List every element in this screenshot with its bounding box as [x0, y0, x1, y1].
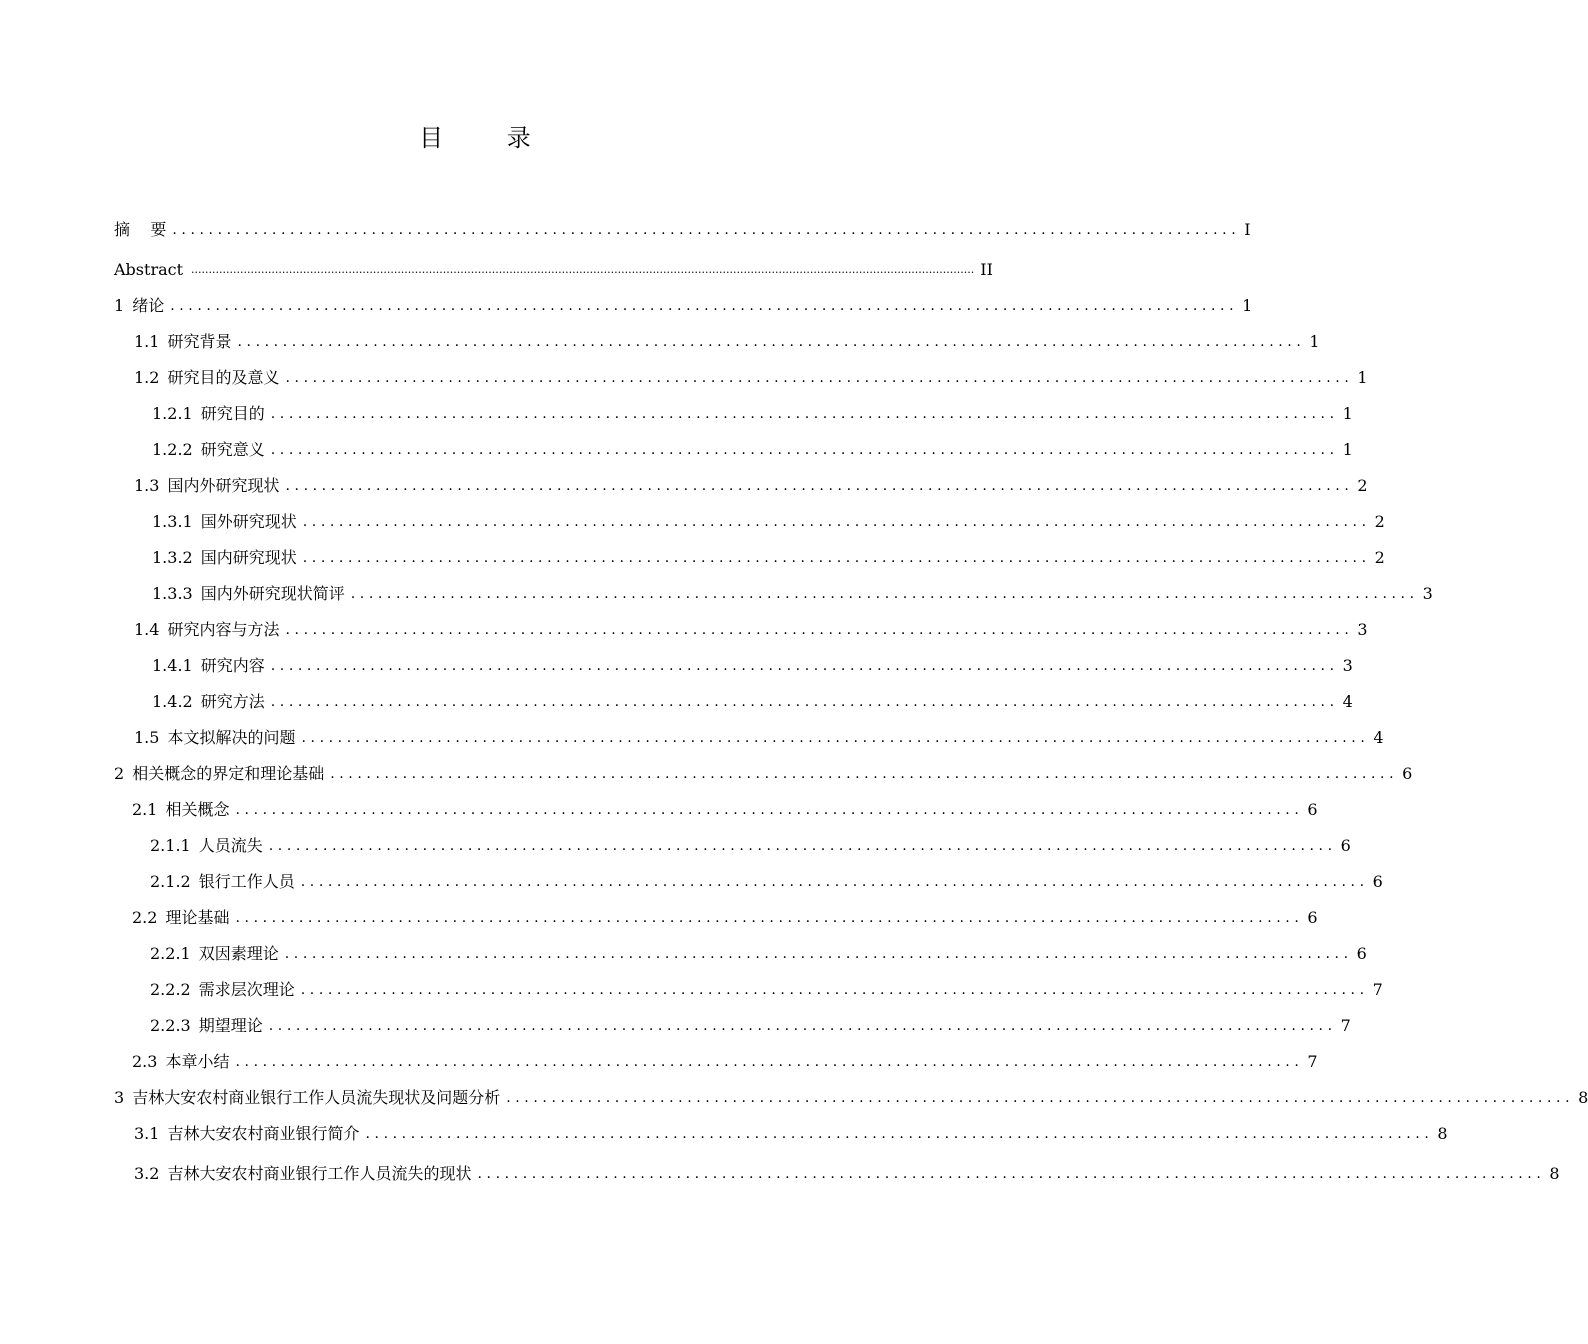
toc-entry-label: 吉林大安农村商业银行简介 — [167, 1124, 360, 1143]
toc-entry-label: 双因素理论 — [198, 944, 279, 963]
toc-entry[interactable] — [114, 716, 1384, 752]
toc-leader: ...................................................................................................................... — [300, 982, 1369, 998]
toc-entry-page: 2 — [1357, 476, 1368, 495]
toc-entry[interactable] — [114, 464, 1368, 500]
toc-entry-number: 1.1 — [134, 332, 160, 351]
toc-entry[interactable] — [114, 320, 1320, 356]
toc-entry-number: 2.2.2 — [150, 980, 191, 999]
toc-entry-number: 1.3.3 — [152, 584, 193, 603]
table-of-contents — [114, 208, 1588, 1188]
toc-entry-abstract-cn[interactable] — [114, 208, 1251, 244]
toc-entry-abstract-en[interactable] — [114, 244, 993, 284]
toc-entry-page: 4 — [1373, 728, 1384, 747]
toc-entry-page: 6 — [1307, 800, 1318, 819]
toc-entry-page: 8 — [1437, 1124, 1448, 1143]
toc-entry-label: 国内研究现状 — [200, 548, 297, 567]
toc-entry-number: 3.1 — [134, 1124, 160, 1143]
toc-leader: ...................................................................................................................... — [285, 370, 1354, 386]
toc-leader: ...................................................................................................................... — [270, 694, 1339, 710]
toc-entry[interactable] — [114, 608, 1368, 644]
toc-leader: ...................................................................................................................... — [268, 838, 1337, 854]
toc-entry-number: 1 — [114, 296, 125, 315]
toc-entry-label: 研究目的及意义 — [167, 368, 280, 387]
toc-entry-page: 2 — [1374, 512, 1385, 531]
toc-entry-page: 1 — [1242, 296, 1253, 315]
toc-entry-page: 7 — [1307, 1052, 1318, 1071]
toc-entry-page: II — [980, 260, 993, 279]
toc-entry[interactable] — [114, 1148, 1560, 1188]
toc-entry-page: 3 — [1357, 620, 1368, 639]
toc-entry-page: 1 — [1342, 440, 1353, 459]
toc-entry-number: 1.4.1 — [152, 656, 193, 675]
toc-entry[interactable] — [114, 1004, 1351, 1040]
toc-entry[interactable] — [114, 536, 1385, 572]
toc-entry[interactable] — [114, 1076, 1588, 1112]
toc-entry-label: 国内外研究现状简评 — [200, 584, 345, 603]
toc-entry-number: 2.1.1 — [150, 836, 191, 855]
toc-entry[interactable] — [114, 1112, 1448, 1148]
toc-entry-number: 1.2 — [134, 368, 160, 387]
toc-entry-label: 银行工作人员 — [198, 872, 295, 891]
toc-entry-label: 国内外研究现状 — [167, 476, 280, 495]
toc-leader: ...................................................................................................................... — [302, 550, 1371, 566]
toc-leader: ...................................................................................................................... — [330, 766, 1399, 782]
toc-leader: ...................................................................................................................... — [350, 586, 1419, 602]
toc-leader: ...................................................................................................................... — [285, 478, 1354, 494]
toc-entry-number: 1.2.2 — [152, 440, 193, 459]
toc-entry-page: 7 — [1372, 980, 1383, 999]
toc-entry[interactable] — [114, 428, 1353, 464]
toc-leader: ...................................................................................................................... — [270, 658, 1339, 674]
page-title: 目 录 — [419, 124, 559, 152]
toc-entry-page: 4 — [1342, 692, 1353, 711]
toc-leader: ...................................................................................................................... — [172, 222, 1241, 238]
toc-entry[interactable] — [114, 788, 1318, 824]
toc-entry-label: Abstract — [114, 260, 184, 279]
toc-leader: ...................................................................................................................... — [237, 334, 1306, 350]
toc-entry-page: 6 — [1372, 872, 1383, 891]
toc-entry-label: 研究背景 — [167, 332, 232, 351]
toc-entry[interactable] — [114, 644, 1353, 680]
toc-entry-number: 1.3 — [134, 476, 160, 495]
toc-entry[interactable] — [114, 860, 1383, 896]
toc-entry-page: 6 — [1402, 764, 1413, 783]
toc-leader: ...................................................................................................................... — [235, 802, 1304, 818]
toc-entry-number: 1.5 — [134, 728, 160, 747]
toc-entry-label: 需求层次理论 — [198, 980, 295, 999]
toc-leader: ...................................................................................................................... — [268, 1018, 1337, 1034]
toc-entry-label: 相关概念 — [165, 800, 230, 819]
toc-entry-page: 7 — [1340, 1016, 1351, 1035]
toc-entry-label: 摘 要 — [114, 220, 167, 239]
toc-leader: ...................................................................................................................... — [170, 298, 1239, 314]
toc-entry-label: 期望理论 — [198, 1016, 263, 1035]
toc-leader: ...................................................................................................................... — [302, 514, 1371, 530]
toc-entry-page: 6 — [1356, 944, 1367, 963]
toc-entry-number: 3 — [114, 1088, 125, 1107]
toc-entry-label: 本文拟解决的问题 — [167, 728, 296, 747]
toc-leader: ...................................................................................................................... — [365, 1126, 1434, 1142]
toc-entry-label: 相关概念的界定和理论基础 — [132, 764, 325, 783]
toc-leader: ...................................................................................................................... — [300, 874, 1369, 890]
toc-leader: ...................................................................................................................... — [270, 442, 1339, 458]
toc-entry-number: 3.2 — [134, 1164, 160, 1183]
toc-entry-label: 研究方法 — [200, 692, 265, 711]
toc-entry-number: 2.2 — [132, 908, 158, 927]
toc-leader: ...................................................................................................................... — [477, 1166, 1546, 1182]
toc-entry[interactable] — [114, 392, 1353, 428]
toc-leader: ................................................................................................................................................................................................................................ — [191, 263, 975, 276]
toc-leader: ...................................................................................................................... — [284, 946, 1353, 962]
toc-entry-label: 研究目的 — [200, 404, 265, 423]
toc-entry-page: 8 — [1578, 1088, 1588, 1107]
toc-entry-page: 6 — [1307, 908, 1318, 927]
toc-entry-label: 研究内容 — [200, 656, 265, 675]
toc-entry-label: 吉林大安农村商业银行工作人员流失的现状 — [167, 1164, 472, 1183]
toc-entry-label: 国外研究现状 — [200, 512, 297, 531]
toc-entry[interactable] — [114, 284, 1253, 320]
toc-leader: ...................................................................................................................... — [235, 910, 1304, 926]
toc-entry[interactable] — [114, 680, 1353, 716]
toc-entry-page: 1 — [1357, 368, 1368, 387]
toc-entry[interactable] — [114, 752, 1413, 788]
toc-entry[interactable] — [114, 356, 1368, 392]
toc-entry[interactable] — [114, 572, 1433, 608]
toc-entry-page: 3 — [1422, 584, 1433, 603]
toc-leader: ...................................................................................................................... — [506, 1090, 1575, 1106]
toc-entry-page: 1 — [1342, 404, 1353, 423]
toc-leader: ...................................................................................................................... — [301, 730, 1370, 746]
toc-entry[interactable] — [114, 824, 1351, 860]
toc-entry-page: 2 — [1374, 548, 1385, 567]
toc-entry-number: 2.1.2 — [150, 872, 191, 891]
toc-entry-number: 2.2.1 — [150, 944, 191, 963]
toc-entry-number: 2.2.3 — [150, 1016, 191, 1035]
toc-entry[interactable] — [114, 896, 1318, 932]
toc-entry-label: 研究意义 — [200, 440, 265, 459]
toc-entry-number: 2 — [114, 764, 125, 783]
toc-entry-label: 绪论 — [132, 296, 165, 315]
toc-leader: ...................................................................................................................... — [270, 406, 1339, 422]
toc-entry-page: 6 — [1340, 836, 1351, 855]
toc-entry-number: 1.3.1 — [152, 512, 193, 531]
toc-entry-label: 吉林大安农村商业银行工作人员流失现状及问题分析 — [132, 1088, 501, 1107]
toc-entry-page: I — [1244, 220, 1251, 239]
toc-entry[interactable] — [114, 932, 1367, 968]
toc-entry[interactable] — [114, 968, 1383, 1004]
toc-entry-page: 3 — [1342, 656, 1353, 675]
toc-entry-number: 1.3.2 — [152, 548, 193, 567]
toc-entry-page: 1 — [1309, 332, 1320, 351]
toc-entry-page: 8 — [1549, 1164, 1560, 1183]
toc-entry-number: 1.4.2 — [152, 692, 193, 711]
toc-entry-number: 1.4 — [134, 620, 160, 639]
toc-entry-label: 人员流失 — [198, 836, 263, 855]
toc-leader: ...................................................................................................................... — [285, 622, 1354, 638]
toc-entry-label: 本章小结 — [165, 1052, 230, 1071]
toc-entry-number: 1.2.1 — [152, 404, 193, 423]
toc-entry-number: 2.3 — [132, 1052, 158, 1071]
toc-entry-label: 理论基础 — [165, 908, 230, 927]
toc-entry[interactable] — [114, 500, 1385, 536]
toc-entry-number: 2.1 — [132, 800, 158, 819]
toc-entry-label: 研究内容与方法 — [167, 620, 280, 639]
toc-entry[interactable] — [114, 1040, 1318, 1076]
toc-leader: ...................................................................................................................... — [235, 1054, 1304, 1070]
